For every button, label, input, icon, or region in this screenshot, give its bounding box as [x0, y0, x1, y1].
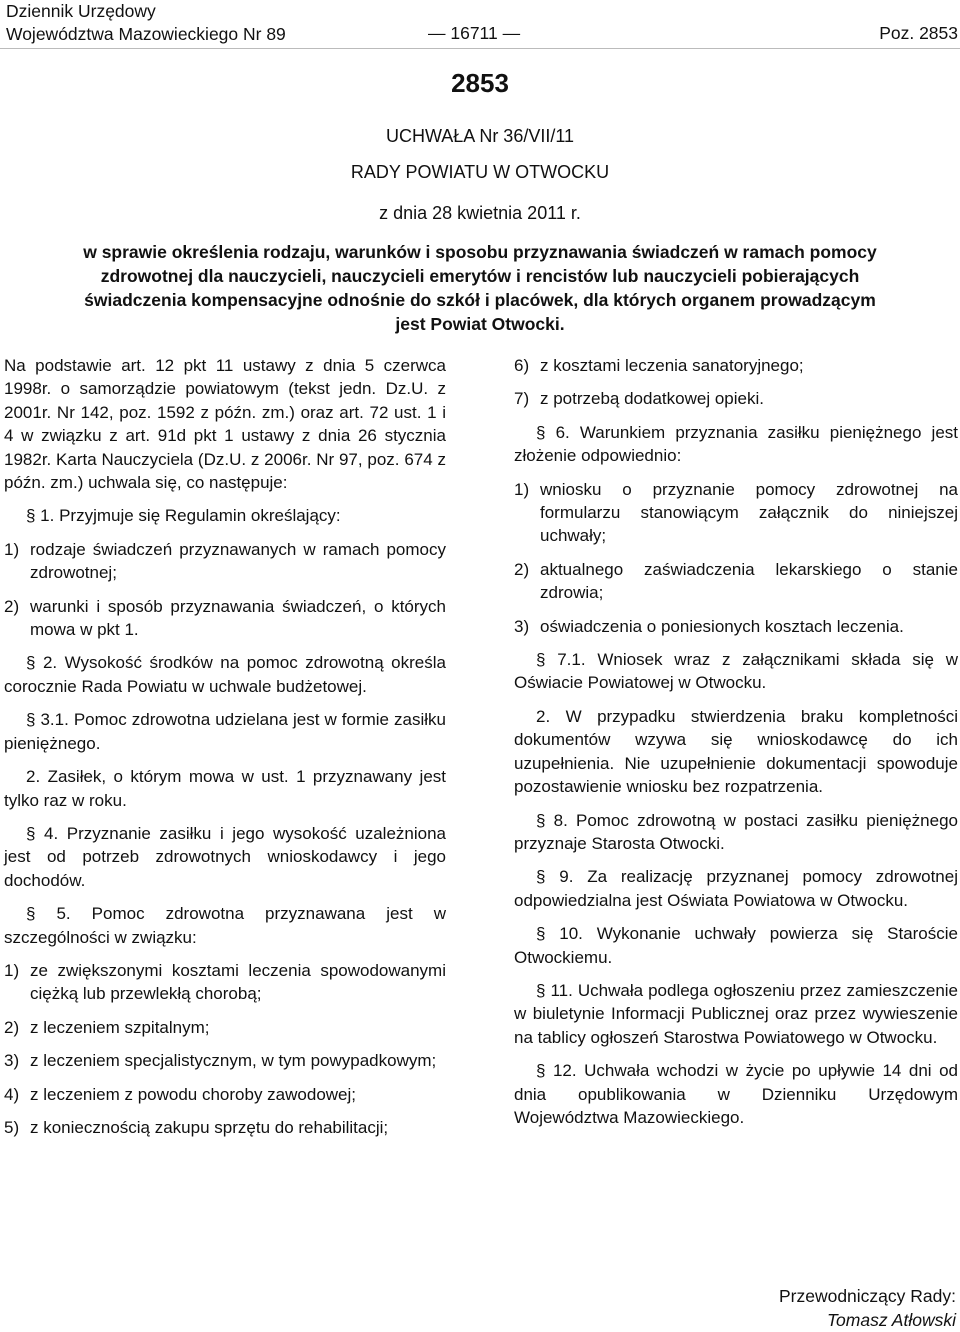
signature-name: Tomasz Atłowski: [826, 1310, 956, 1330]
resolution-subject: [0, 240, 960, 336]
paragraph-7-1: § 7.1. Wniosek wraz z załącznikami składa się w Oświacie Powiatowej w Otwocku.: [514, 650, 958, 693]
paragraph-3-1: § 3.1. Pomoc zdrowotna udzielana jest w formie zasiłku pieniężnego.: [4, 710, 446, 753]
list-item: [4, 1116, 446, 1139]
header-divider: [0, 48, 960, 49]
journal-name: Dziennik Urzędowy: [6, 1, 156, 21]
paragraph-5: § 5. Pomoc zdrowotna przyznawana jest w szczególności w związku:: [4, 904, 446, 947]
list-item: [4, 1083, 446, 1106]
list-item-text: z leczeniem specjalistycznym, w tym powypadkowym;: [30, 1051, 437, 1071]
list-item: [4, 1049, 446, 1072]
list-item: [4, 538, 446, 585]
paragraph-8: § 8. Pomoc zdrowotną w postaci zasiłku pieniężnego przyznaje Starosta Otwocki.: [514, 810, 958, 853]
list-item-number: 6): [514, 356, 530, 375]
journal-header: [6, 0, 286, 46]
paragraph-3-2: 2. Zasiłek, o którym mowa w ust. 1 przyznawany jest tylko raz w roku.: [4, 767, 446, 810]
list-item-number: 2): [4, 1017, 20, 1037]
list-item-number: 2): [514, 559, 530, 579]
paragraph-1: § 1. Przyjmuje się Regulamin określający:: [26, 506, 341, 526]
list-item: [514, 558, 958, 605]
signature-role: Przewodniczący Rady:: [778, 1286, 956, 1306]
list-item-text: aktualnego zaświadczenia lekarskiego o stanie zdrowia;: [540, 559, 958, 603]
list-item-number: 5): [4, 1117, 20, 1137]
paragraph-9: § 9. Za realizację przyznanej pomocy zdrowotnej odpowiedzialna jest Oświata Powiatowa w Otwocku.: [514, 867, 958, 910]
list-item-text: warunki i sposób przyznawania świadczeń, o których mowa w pkt 1.: [30, 596, 446, 640]
list-item: [4, 959, 446, 1006]
left-column: [4, 354, 446, 1149]
paragraph-10: § 10. Wykonanie uchwały powierza się Staroście Otwockiemu.: [514, 924, 958, 967]
resolution-date: z dnia 28 kwietnia 2011 r.: [379, 203, 581, 223]
list-item-text: z koniecznością zakupu sprzętu do rehabilitacji;: [30, 1117, 389, 1137]
position-number: 2853: [451, 68, 509, 98]
paragraph-2: § 2. Wysokość środków na pomoc zdrowotną określa corocznie Rada Powiatu w uchwale budżetowej.: [4, 653, 446, 696]
preamble: Na podstawie art. 12 pkt 11 ustawy z dnia 5 czerwca 1998r. o samorządzie powiatowym (tekst jedn. Dz.U. z 2001r. Nr 142, poz. 1592 z późn. zm.) oraz art. 72 ust. 1 i 4 w związku z art. 91d pkt 1 ustawy z dnia 26 stycznia 1982r. Karta Nauczyciela (Dz.U. z 2006r. Nr 97, poz. 674 z późn. zm.) uchwala się, co następuje:: [4, 356, 446, 493]
list-item-text: z leczeniem szpitalnym;: [30, 1017, 210, 1037]
list-item: [514, 478, 958, 548]
right-column: [514, 354, 958, 1139]
resolution-title: UCHWAŁA Nr 36/VII/11: [385, 126, 575, 146]
list-item-text: ze zwiększonymi kosztami leczenia spowodowanymi ciężką lub przewlekłą chorobą;: [30, 960, 446, 1004]
list-item-number: 1): [514, 479, 530, 499]
signature-block: [779, 1284, 956, 1332]
list-item: [4, 595, 446, 642]
journal-issue: Województwa Mazowieckiego Nr 89: [6, 24, 286, 44]
list-item-text: z potrzebą dodatkowej opieki.: [540, 389, 764, 409]
subject-text: w sprawie określenia rodzaju, warunków i sposobu przyznawania świadczeń w ramach pomocy zdrowotnej dla nauczycieli, nauczycieli emerytów i rencistów lub nauczycieli pobierających świadczenia kompensacyjne odnośnie do szkół i placówek, dla których organem prowadzącym jest Powiat Otwocki.: [83, 242, 877, 334]
list-item-number: 2): [4, 596, 20, 616]
position-label: Poz. 2853: [879, 23, 958, 43]
paragraph-6: § 6. Warunkiem przyznania zasiłku pieniężnego jest złożenie odpowiednio:: [514, 422, 958, 466]
paragraph-11: § 11. Uchwała podlega ogłoszeniu przez zamieszczenie w biuletynie Informacji Publicznej oraz przez wywieszenie na tablicy ogłoszeń Starostwa Powiatowego w Otwocku.: [514, 980, 958, 1047]
paragraph-4: § 4. Przyznanie zasiłku i jego wysokość uzależniona jest od potrzeb zdrowotnych wnioskodawcy i jego dochodów.: [4, 823, 446, 890]
list-item: [514, 387, 958, 410]
list-item: [514, 354, 958, 377]
page-number: — 16711 —: [428, 23, 521, 43]
paragraph-7-2: 2. W przypadku stwierdzenia braku kompletności dokumentów wzywa się wnioskodawcę do ich uzupełnienia. Nie uzupełnienie dokumentacji spowoduje pozostawienie wniosku bez rozpatrzenia.: [514, 706, 958, 797]
list-item-number: 3): [514, 616, 530, 636]
list-item: [4, 1016, 446, 1039]
list-item-number: 4): [4, 1084, 20, 1104]
list-item-text: z kosztami leczenia sanatoryjnego;: [540, 356, 804, 375]
list-item-number: 7): [514, 389, 530, 409]
paragraph-12: § 12. Uchwała wchodzi w życie po upływie 14 dni od dnia opublikowania w Dzienniku Urzędowym Województwa Mazowieckiego.: [514, 1061, 958, 1127]
list-item-number: 1): [4, 960, 20, 980]
list-item-number: 1): [4, 539, 20, 559]
resolution-issuer: RADY POWIATU W OTWOCKU: [350, 162, 610, 182]
list-item-text: oświadczenia o poniesionych kosztach leczenia.: [540, 616, 904, 636]
list-item-text: z leczeniem z powodu choroby zawodowej;: [30, 1084, 357, 1104]
list-item: [514, 615, 958, 638]
list-item-text: wniosku o przyznanie pomocy zdrowotnej na formularzu stanowiącym załącznik do niniejszej uchwały;: [540, 479, 958, 546]
list-item-text: rodzaje świadczeń przyznawanych w ramach pomocy zdrowotnej;: [30, 539, 446, 583]
list-item-number: 3): [4, 1051, 20, 1071]
